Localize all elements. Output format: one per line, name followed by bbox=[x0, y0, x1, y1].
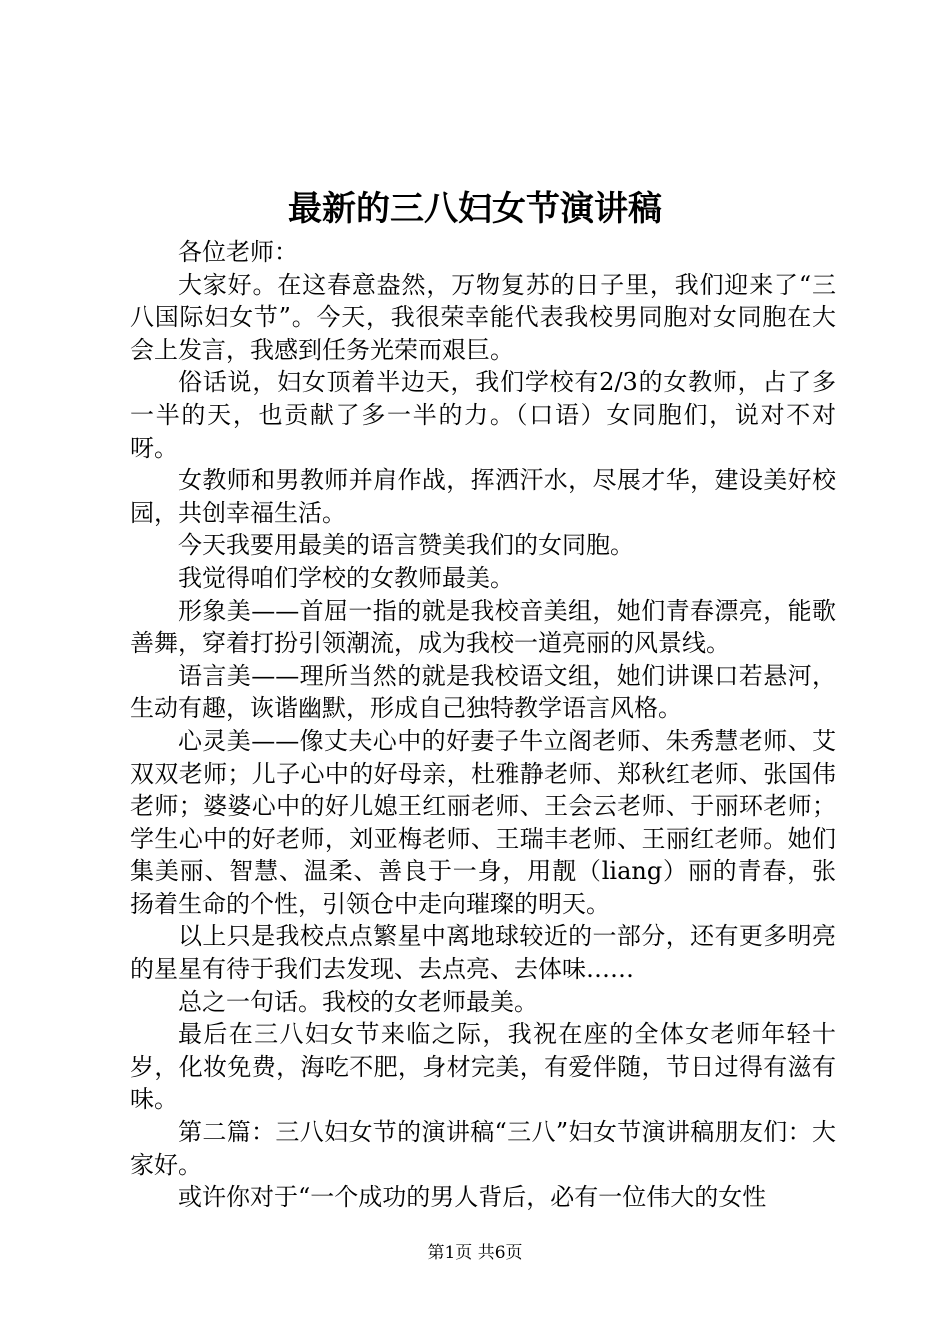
paragraph: 以上只是我校点点繁星中离地球较近的一部分，还有更多明亮的星星有待于我们去发现、去点亮、去体味…… bbox=[130, 922, 836, 984]
paragraph: 最后在三八妇女节来临之际，我祝在座的全体女老师年轻十岁，化妆免费，海吃不肥，身材完美，有爱伴随，节日过得有滋有味。 bbox=[130, 1020, 836, 1114]
paragraph: 俗话说，妇女顶着半边天，我们学校有2/3的女教师，占了多一半的天，也贡献了多一半的力。（口语）女同胞们，说对不对呀。 bbox=[130, 368, 836, 462]
paragraph: 或许你对于“一个成功的男人背后，必有一位伟大的女性 bbox=[178, 1183, 767, 1212]
paragraph: 今天我要用最美的语言赞美我们的女同胞。 bbox=[178, 531, 634, 560]
paragraph: 形象美——首屈一指的就是我校音美组，她们青春漂亮，能歌善舞，穿着打扮引领潮流，成为我校一道亮丽的风景线。 bbox=[130, 596, 836, 658]
paragraph: 总之一句话。我校的女老师最美。 bbox=[178, 987, 538, 1016]
paragraph: 我觉得咱们学校的女教师最美。 bbox=[178, 563, 514, 592]
paragraph: 大家好。在这春意盎然，万物复苏的日子里，我们迎来了“三八国际妇女节”。今天，我很荣幸能代表我校男同胞对女同胞在大会上发言，我感到任务光荣而艰巨。 bbox=[130, 270, 836, 364]
paragraph: 各位老师： bbox=[178, 238, 298, 266]
paragraph: 女教师和男教师并肩作战，挥洒汗水，尽展才华，建设美好校园，共创幸福生活。 bbox=[130, 466, 836, 527]
paragraph: 心灵美——像丈夫心中的好妻子牛立阁老师、朱秀慧老师、艾双双老师；儿子心中的好母亲，杜雅静老师、郑秋红老师、张国伟老师；婆婆心中的好儿媳王红丽老师、王会云老师、于丽环老师；学生心中的好老师，刘亚梅老师、王瑞丰老师、王丽红老师。她们集美丽、智慧、温柔、善良于一身，用靓（liang）丽的青春，张扬着生命的个性，引领仓中走向璀璨的明天。 bbox=[130, 726, 836, 918]
paragraph: 语言美——理所当然的就是我校语文组，她们讲课口若悬河，生动有趣，诙谐幽默，形成自己独特教学语言风格。 bbox=[130, 661, 836, 723]
document-body bbox=[130, 236, 836, 1214]
document-title: 最新的三八妇女节演讲稿 bbox=[288, 189, 662, 229]
paragraph: 第二篇：三八妇女节的演讲稿“三八”妇女节演讲稿朋友们：大家好。 bbox=[130, 1118, 836, 1179]
page-number-footer: 第1页 共6页 bbox=[427, 1243, 523, 1263]
